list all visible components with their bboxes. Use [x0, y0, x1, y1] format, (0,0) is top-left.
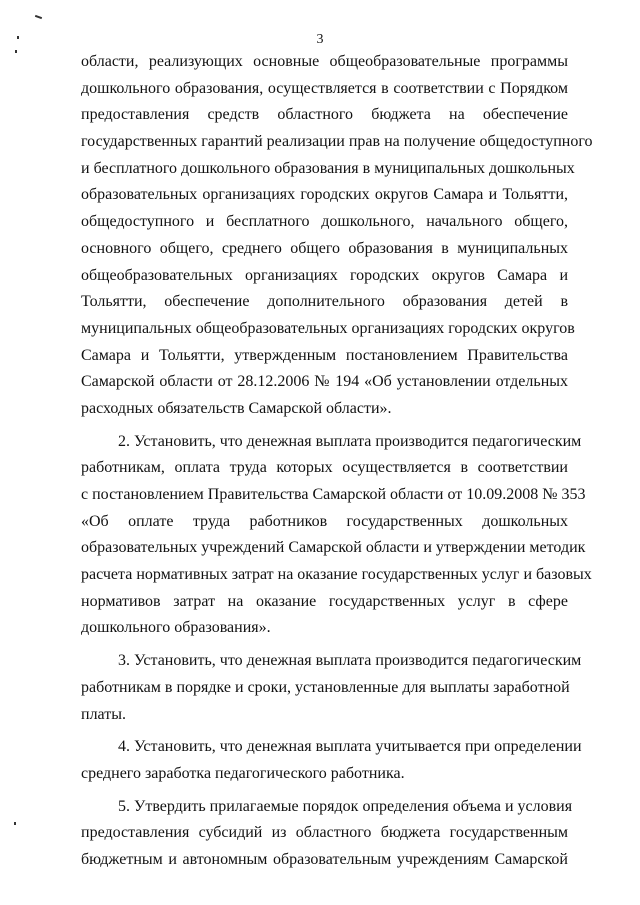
text-line: Самарской области от 28.12.2006 № 194 «Об установлении отдельных: [81, 373, 568, 391]
scan-mark: [14, 822, 16, 825]
paragraph-item-4: [81, 734, 582, 787]
text-line: нормативов затрат на оказание государственных услуг в сфере: [81, 592, 568, 610]
text-line: с постановлением Правительства Самарской области от 10.09.2008 № 353: [81, 486, 586, 503]
text-line: расходных обязательств Самарской области».: [81, 399, 392, 417]
paragraph-item-2: [81, 429, 592, 643]
text-line: работникам в порядке и сроки, установленные для выплаты заработной: [81, 678, 570, 696]
text-line: 5. Утвердить прилагаемые порядок определения объема и условия: [118, 797, 573, 815]
paragraph-continuation: [81, 49, 593, 423]
text-line: «Об оплате труда работников государственных дошкольных: [81, 512, 568, 530]
text-line: платы.: [81, 705, 126, 723]
page-number: 3: [316, 32, 324, 47]
text-line: дошкольного образования, осуществляется в соответствии с Порядком: [81, 79, 568, 97]
text-line: предоставления средств областного бюджета на обеспечение: [81, 106, 568, 124]
text-line: расчета нормативных затрат на оказание государственных услуг и базовых: [81, 566, 592, 584]
text-line: Тольятти, обеспечение дополнительного образования детей в: [81, 293, 568, 311]
text-line: государственных гарантий реализации прав на получение общедоступного: [81, 133, 593, 151]
text-line: бюджетным и автономным образовательным учреждениям Самарской: [81, 850, 568, 868]
text-line: области, реализующих основные общеобразовательные программы: [81, 53, 568, 70]
text-line: муниципальных общеобразовательных организациях городских округов: [81, 319, 575, 337]
text-line: основного общего, среднего общего образования в муниципальных: [81, 239, 568, 257]
text-line: Самара и Тольятти, утвержденным постановлением Правительства: [81, 346, 568, 364]
text-line: 4. Установить, что денежная выплата учитывается при определении: [118, 738, 582, 756]
scan-mark: [35, 15, 42, 19]
text-line: работникам, оплата труда которых осуществляется в соответствии: [81, 459, 568, 477]
text-line: образовательных учреждений Самарской области и утверждении методик: [81, 539, 586, 557]
text-line: дошкольного образования».: [81, 619, 271, 637]
text-line: 2. Установить, что денежная выплата производится педагогическим: [118, 432, 582, 450]
text-line: предоставления субсидий из областного бюджета государственным: [81, 824, 568, 842]
document-body: [81, 49, 593, 880]
paragraph-item-5: [81, 794, 573, 874]
text-line: и бесплатного дошкольного образования в муниципальных дошкольных: [81, 159, 575, 177]
text-line: общеобразовательных организациях городских округов Самара и: [81, 266, 568, 284]
text-line: среднего заработка педагогического работника.: [81, 764, 405, 782]
text-line: образовательных организациях городских округов Самара и Тольятти,: [81, 186, 568, 204]
paragraph-item-3: [81, 648, 582, 728]
text-line: общедоступного и бесплатного дошкольного, начального общего,: [81, 213, 568, 231]
text-line: 3. Установить, что денежная выплата производится педагогическим: [118, 652, 582, 670]
scan-mark: [15, 50, 17, 53]
